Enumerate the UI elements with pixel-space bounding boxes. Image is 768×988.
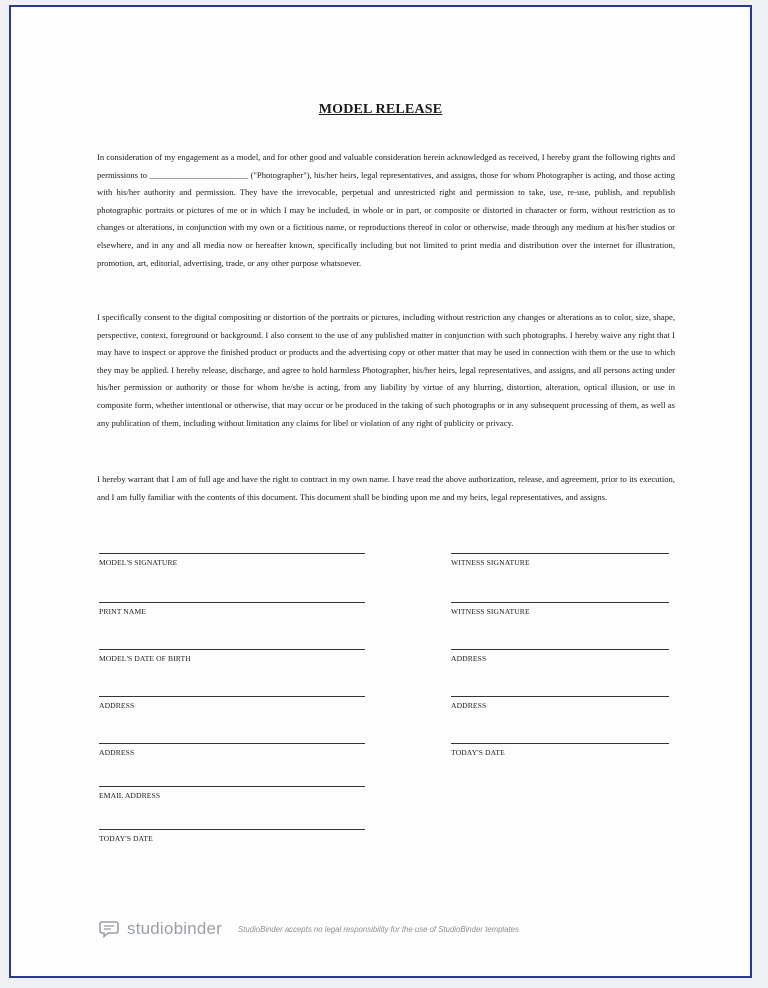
field-label: MODEL'S SIGNATURE xyxy=(99,558,178,567)
witness-signature-line-2[interactable] xyxy=(451,602,669,616)
document-page xyxy=(9,5,752,978)
chat-bubble-icon xyxy=(99,920,119,938)
witness-todays-date-line[interactable] xyxy=(451,743,669,757)
brand-logo-text: studiobinder xyxy=(127,919,223,938)
field-label: WITNESS SIGNATURE xyxy=(451,558,530,567)
witness-address-line-2[interactable] xyxy=(451,696,669,710)
email-address-line[interactable] xyxy=(99,786,365,800)
model-signature-line[interactable] xyxy=(99,553,365,567)
field-label: TODAY'S DATE xyxy=(451,748,505,757)
paragraph-warranty: I hereby warrant that I am of full age and have the right to contract in my own name. I have read the above authorization, release, and agreement, prior to its execution, and I am fully familiar with the contents of this document. This document shall be binding upon me and my heirs, legal representatives, and assigns. xyxy=(97,474,675,502)
print-name-line[interactable] xyxy=(99,602,365,616)
witness-signature-line-1[interactable] xyxy=(451,553,669,567)
paragraph-consideration: In consideration of my engagement as a model, and for other good and valuable consideration herein acknowledged as received, I hereby grant the following rights and permissions to _______________________ ("Photographer"), his/her heirs, legal representatives, and assigns, those for whom Photographer is acting, and those acting with his/her authority and permission. They have the irrevocable, perpetual and unrestricted right and permission to take, use, re-use, publish, and republish photographic portraits or pictures of me or in which I may be included, in whole or in part, or composite or distorted in character or form, without restriction as to changes or alterations, in conjunction with my own or a fictitious name, or reproductions thereof in color or otherwise, made through any medium at his/her studios or elsewhere, and in any and all media now or hereafter known, specifically including but not limited to print media and distribution over the internet for illustration, promotion, art, editorial, advertising, trade, or any other purpose whatsoever. xyxy=(97,152,675,268)
field-label: ADDRESS xyxy=(451,654,487,663)
field-label: ADDRESS xyxy=(99,701,135,710)
field-label: MODEL'S DATE OF BIRTH xyxy=(99,654,191,663)
field-label: ADDRESS xyxy=(99,748,135,757)
disclaimer-text: StudioBinder accepts no legal responsibility for the use of StudioBinder templates xyxy=(238,924,519,934)
document-title: MODEL RELEASE xyxy=(318,102,443,117)
model-address-line-2[interactable] xyxy=(99,743,365,757)
witness-address-line-1[interactable] xyxy=(451,649,669,663)
field-label: EMAIL ADDRESS xyxy=(99,791,161,800)
model-address-line-1[interactable] xyxy=(99,696,365,710)
field-label: ADDRESS xyxy=(451,701,487,710)
field-label: PRINT NAME xyxy=(99,607,147,616)
model-todays-date-line[interactable] xyxy=(99,829,365,843)
footer xyxy=(99,919,519,939)
field-label: WITNESS SIGNATURE xyxy=(451,607,530,616)
field-label: TODAY'S DATE xyxy=(99,834,153,843)
paragraph-consent: I specifically consent to the digital compositing or distortion of the portraits or pictures, including without restriction any changes or alterations as to color, size, shape, perspective, context, foreground or background. I also consent to the use of any published matter in conjunction with such photographs. I hereby waive any right that I may have to inspect or approve the finished product or products and the advertising copy or other matter that may be used in connection with them or the use to which they may be applied. I hereby release, discharge, and agree to hold harmless Photographer, his/her heirs, legal representatives, and assigns, and all persons acting under his/her permission or authority or those for whom he/she is acting, from any liability by virtue of any blurring, distortion, alteration, optical illusion, or use in composite form, whether intentional or otherwise, that may occur or be produced in the taking of such photographs or in any subsequent processing of them, as well as any publication of them, including without limitation any claims for libel or violation of any right of publicity or privacy. xyxy=(97,312,675,428)
model-dob-line[interactable] xyxy=(99,649,365,663)
